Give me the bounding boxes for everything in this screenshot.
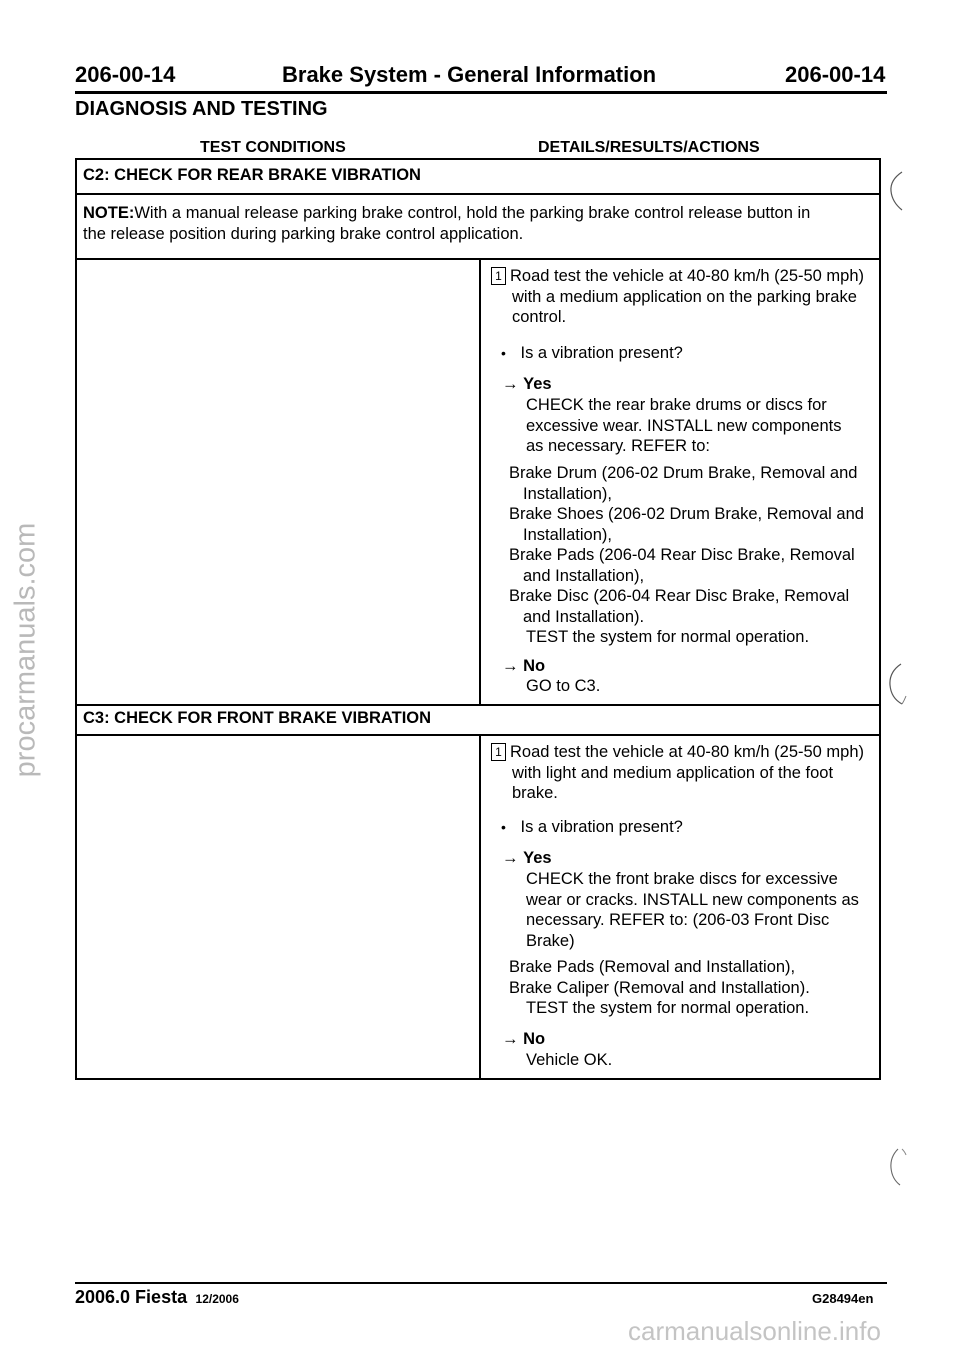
c2-step-number: 1 xyxy=(491,267,506,285)
c3-step-line-3: brake. xyxy=(512,784,558,802)
c2-title: C2: CHECK FOR REAR BRAKE VIBRATION xyxy=(83,166,421,184)
c3-no-text: No xyxy=(523,1030,546,1048)
column-header-details: DETAILS/RESULTS/ACTIONS xyxy=(538,139,760,156)
c3-step-line-1: Road test the vehicle at 40-80 km/h (25-50 mph) xyxy=(510,743,865,761)
c3-ref-line: Brake Caliper (Removal and Installation). xyxy=(509,978,810,997)
note-label: NOTE: xyxy=(83,204,135,222)
c2-question-text: Is a vibration present? xyxy=(520,344,683,362)
c2-ref-line: Brake Disc (206-04 Rear Disc Brake, Removal xyxy=(509,587,850,605)
c3-column-divider xyxy=(479,734,481,1080)
footer-code: G28494en xyxy=(812,1291,874,1306)
c3-ref-line: Brake Pads (Removal and Installation), xyxy=(509,958,796,976)
c3-question-text: Is a vibration present? xyxy=(520,818,683,836)
bullet-icon: • xyxy=(501,345,506,361)
c2-question xyxy=(501,343,683,364)
c3-question xyxy=(501,817,683,838)
c3-step-1 xyxy=(491,742,864,804)
c2-yes-label xyxy=(502,374,552,395)
c2-ref-line: and Installation), xyxy=(523,566,645,585)
c2-yes-line-2: excessive wear. INSTALL new components xyxy=(526,416,842,435)
footer-date: 12/2006 xyxy=(195,1292,239,1306)
arrow-right-icon: → xyxy=(502,1030,519,1048)
c2-title-divider xyxy=(75,193,881,195)
header-code-left: 206-00-14 xyxy=(75,62,176,87)
c2-step-line-3: control. xyxy=(512,308,567,326)
c2-yes-action xyxy=(526,395,841,457)
c3-test-line: TEST the system for normal operation. xyxy=(526,999,810,1017)
section-title: DIAGNOSIS AND TESTING xyxy=(75,98,328,120)
c3-title: C3: CHECK FOR FRONT BRAKE VIBRATION xyxy=(83,709,432,727)
bottom-watermark: carmanualsonline.info xyxy=(628,1316,881,1346)
note-line-2: the release position during parking brake control application. xyxy=(83,224,524,243)
side-watermark xyxy=(6,320,46,980)
c3-yes-line-4: Brake) xyxy=(526,931,575,950)
c3-yes-text: Yes xyxy=(523,849,552,867)
header-code-right: 206-00-14 xyxy=(785,62,886,87)
note-line-1: With a manual release parking brake control, hold the parking brake control release button in xyxy=(134,204,811,222)
c2-ref-line: Brake Shoes (206-02 Drum Brake, Removal and xyxy=(509,505,864,523)
note-divider xyxy=(75,258,881,260)
binding-hole-mark-icon xyxy=(886,1143,912,1193)
c3-yes-line-1: CHECK the front brake discs for excessive xyxy=(526,870,838,888)
c3-title-divider xyxy=(75,734,881,736)
c2-ref-line: and Installation). xyxy=(523,607,645,626)
c2-ref-line: Brake Pads (206-04 Rear Disc Brake, Removal xyxy=(509,546,855,564)
binding-hole-mark-icon xyxy=(884,660,910,710)
c3-step-line-2: with light and medium application of the foot xyxy=(512,763,834,782)
c2-yes-line-3: as necessary. REFER to: xyxy=(526,437,711,455)
bullet-icon: • xyxy=(501,819,506,835)
c3-step-number: 1 xyxy=(491,743,506,761)
footer-model: 2006.0 Fiesta xyxy=(75,1287,188,1307)
footer-rule xyxy=(75,1282,887,1284)
c3-no-action: Vehicle OK. xyxy=(526,1051,613,1069)
c2-yes-line-1: CHECK the rear brake drums or discs for xyxy=(526,396,827,414)
c2-ref-line: Installation), xyxy=(523,525,612,544)
arrow-right-icon: → xyxy=(502,849,519,867)
c3-top-divider xyxy=(75,704,881,706)
c2-step-1 xyxy=(491,266,864,328)
header-rule xyxy=(75,91,887,94)
footer-left xyxy=(75,1287,239,1308)
c2-step-line-1: Road test the vehicle at 40-80 km/h (25-50 mph) xyxy=(510,267,865,285)
c2-note xyxy=(83,203,810,244)
c3-no-label xyxy=(502,1029,545,1050)
header-title: Brake System - General Information xyxy=(282,62,657,87)
c2-step-line-2: with a medium application on the parking brake xyxy=(512,287,857,306)
c2-test-line: TEST the system for normal operation. xyxy=(526,628,810,646)
c3-references xyxy=(509,957,810,1019)
arrow-right-icon: → xyxy=(502,375,519,393)
c3-yes-action xyxy=(526,869,859,951)
side-watermark-text: procarmanuals.com xyxy=(9,522,42,778)
c2-no-action: GO to C3. xyxy=(526,677,601,695)
c2-ref-line: Installation), xyxy=(523,484,612,503)
binding-hole-mark-icon xyxy=(886,168,906,214)
c2-yes-text: Yes xyxy=(523,375,552,393)
c2-no-label xyxy=(502,656,545,677)
c3-yes-line-3: necessary. REFER to: (206-03 Front Disc xyxy=(526,911,830,929)
c3-yes-line-2: wear or cracks. INSTALL new components as xyxy=(526,890,859,909)
arrow-right-icon: → xyxy=(502,657,519,675)
c2-ref-line: Brake Drum (206-02 Drum Brake, Removal and xyxy=(509,464,858,482)
c2-references xyxy=(509,463,864,648)
c2-column-divider xyxy=(479,258,481,705)
c3-yes-label xyxy=(502,848,552,869)
c2-no-text: No xyxy=(523,657,546,675)
column-header-test-conditions: TEST CONDITIONS xyxy=(200,139,346,156)
